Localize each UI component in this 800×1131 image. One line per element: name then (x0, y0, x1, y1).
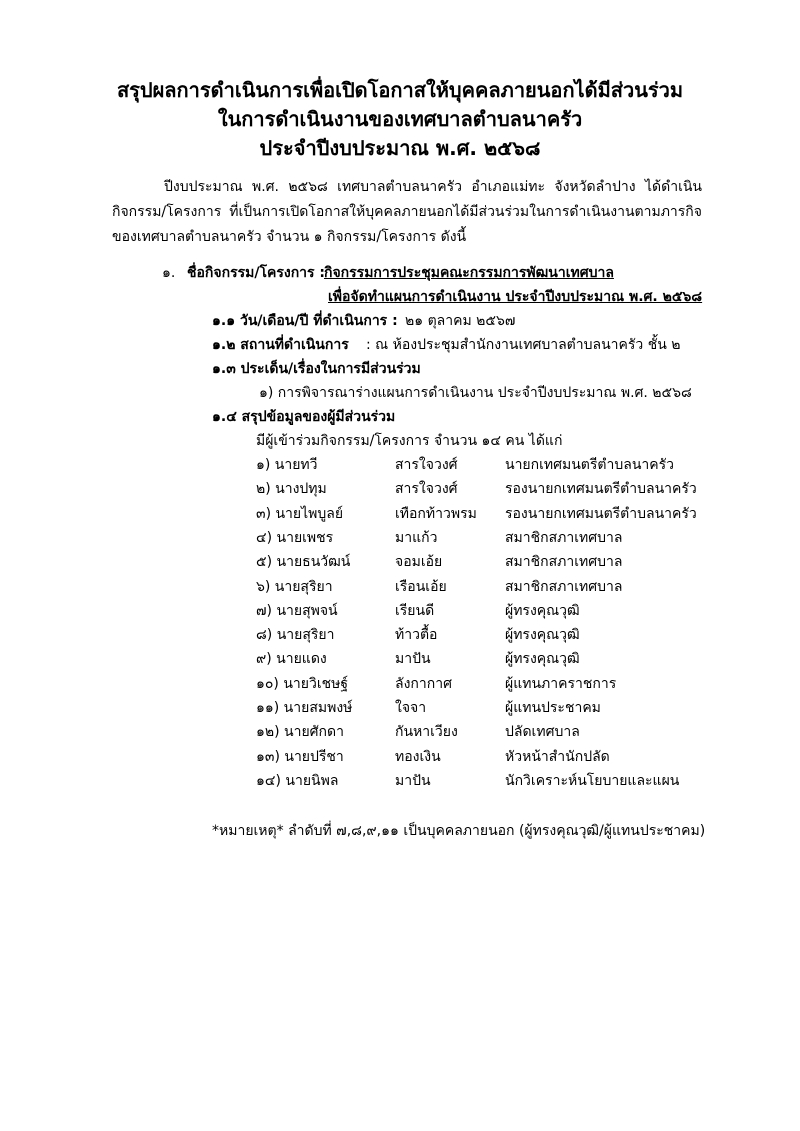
participant-surname: สารใจวงศ์ (395, 457, 458, 473)
participant-position: นายกเทศมนตรีตำบลนาครัว (505, 457, 675, 473)
place-value: : ณ ห้องประชุมสำนักงานเทศบาลตำบลนาครัว ชั้น ๒ (366, 337, 681, 353)
issue-label: ๑.๓ ประเด็น/เรื่องในการมีส่วนร่วม (212, 361, 421, 377)
summary-label: ๑.๔ สรุปข้อมูลของผู้มีส่วนร่วม (212, 409, 396, 425)
participant-row (0, 576, 800, 598)
participant-surname: กันหาเวียง (395, 724, 458, 741)
participant-position: ผู้ทรงคุณวุฒิ (505, 602, 580, 619)
participant-row (0, 454, 800, 476)
participant-row (0, 673, 800, 695)
date-value: ๒๑ ตุลาคม ๒๕๖๗ (405, 313, 516, 329)
participant-position: ผู้ทรงคุณวุฒิ (505, 651, 580, 668)
participant-row (0, 527, 800, 549)
activity-name-line-1: กิจกรรมการประชุมคณะกรรมการพัฒนาเทศบาล (324, 265, 614, 281)
participant-surname: เทือกท้าวพรม (395, 505, 477, 522)
participant-name: ๑๓) นายปรีชา (256, 748, 344, 765)
issue-item: ๑) การพิจารณาร่างแผนการดำเนินงาน ประจำปีงบประมาณ พ.ศ. ๒๕๖๘ (259, 385, 692, 401)
participant-position: ผู้ทรงคุณวุฒิ (505, 627, 580, 644)
participant-surname: มาแก้ว (395, 529, 438, 546)
participant-name: ๗) นายสุพจน์ (256, 602, 338, 619)
participant-name: ๑๔) นายนิพล (256, 772, 339, 789)
participant-surname: ลังกากาศ (395, 675, 452, 692)
participant-surname: มาปัน (395, 651, 431, 668)
place-label: ๑.๒ สถานที่ดำเนินการ (212, 337, 349, 353)
participant-name: ๘) นายสุริยา (256, 627, 335, 644)
participant-name: ๑๑) นายสมพงษ์ (256, 700, 353, 716)
participant-position: รองนายกเทศมนตรีตำบลนาครัว (505, 505, 697, 522)
document-title-line-3: ประจำปีงบประมาณ พ.ศ. ๒๕๖๘ (259, 136, 541, 160)
activity-name-line-2: เพื่อจัดทำแผนการดำเนินงาน ประจำปีงบประมาณ พ.ศ. ๒๕๖๘ (328, 289, 703, 305)
participant-position: ปลัดเทศบาล (505, 724, 580, 741)
participant-surname: เรือนเอ้ย (395, 578, 447, 595)
participants-count-text: มีผู้เข้าร่วมกิจกรรม/โครงการ จำนวน ๑๔ คน ได้แก่ (256, 433, 563, 449)
participant-row (0, 648, 800, 670)
participant-surname: สารใจวงศ์ (395, 481, 458, 498)
participant-position: สมาชิกสภาเทศบาล (505, 529, 623, 546)
footnote: *หมายเหตุ* ลำดับที่ ๗,๘,๙,๑๑ เป็นบุคคลภายนอก (ผู้ทรงคุณวุฒิ/ผู้แทนประชาคม) (212, 823, 706, 839)
participant-surname: ท้าวตื้อ (395, 627, 438, 644)
participant-name: ๑๒) นายศักดา (256, 724, 344, 741)
document-title-line-1: สรุปผลการดำเนินการเพื่อเปิดโอกาสให้บุคคลภายนอกได้มีส่วนร่วม (116, 78, 684, 102)
participant-row (0, 746, 800, 768)
document-title-line-2: ในการดำเนินงานของเทศบาลตำบลนาครัว (217, 107, 583, 131)
participant-row (0, 721, 800, 743)
participant-row (0, 600, 800, 622)
participant-position: สมาชิกสภาเทศบาล (505, 554, 623, 571)
participant-row (0, 624, 800, 646)
intro-text: ปีงบประมาณ พ.ศ. ๒๕๖๘ เทศบาลตำบลนาครัว อำเภอแม่ทะ จังหวัดลำปาง ได้ดำเนินกิจกรรม/โครงการ ที่เป็นการเปิดโอกาสให้บุคคลภายนอกได้มีส่วนร่วมในการดำเนินงานตามภารกิจ ของเทศบาลตำบลนาครัว จำนวน ๑ กิจกรรม/โครงการ ดังนี้ (112, 179, 702, 245)
participant-name: ๖) นายสุริยา (256, 578, 333, 595)
participant-row (0, 697, 800, 719)
participant-position: ผู้แทนภาคราชการ (505, 675, 617, 692)
participant-name: ๓) นายไพบูลย์ (256, 505, 344, 522)
participant-name: ๙) นายแดง (256, 651, 327, 668)
participant-surname: มาปัน (395, 772, 431, 789)
participant-row (0, 770, 800, 792)
participant-surname: ทองเงิน (395, 748, 441, 765)
participant-position: นักวิเคราะห์นโยบายและแผน (505, 772, 680, 789)
participant-name: ๕) นายธนวัฒน์ (256, 554, 351, 571)
participant-surname: เรียนดี (395, 602, 435, 619)
participant-name: ๑) นายทวี (256, 457, 318, 473)
activity-number: ๑. (162, 265, 176, 281)
participant-position: สมาชิกสภาเทศบาล (505, 578, 623, 595)
date-label: ๑.๑ วัน/เดือน/ปี ที่ดำเนินการ : (212, 313, 398, 329)
intro-paragraph (112, 175, 702, 250)
participant-position: ผู้แทนประชาคม (505, 700, 601, 716)
participant-name: ๒) นางปทุม (256, 481, 327, 498)
participant-row (0, 503, 800, 525)
participant-row (0, 551, 800, 573)
participant-row (0, 478, 800, 500)
participant-surname: จอมเอ้ย (395, 554, 443, 571)
activity-label: ชื่อกิจกรรม/โครงการ : (187, 265, 326, 281)
participant-name: ๔) นายเพชร (256, 529, 334, 546)
participant-name: ๑๐) นายวิเชษฐ์ (256, 675, 349, 692)
participant-position: หัวหน้าสำนักปลัด (505, 748, 610, 765)
participant-surname: ใจจา (395, 700, 427, 716)
participant-position: รองนายกเทศมนตรีตำบลนาครัว (505, 481, 697, 498)
